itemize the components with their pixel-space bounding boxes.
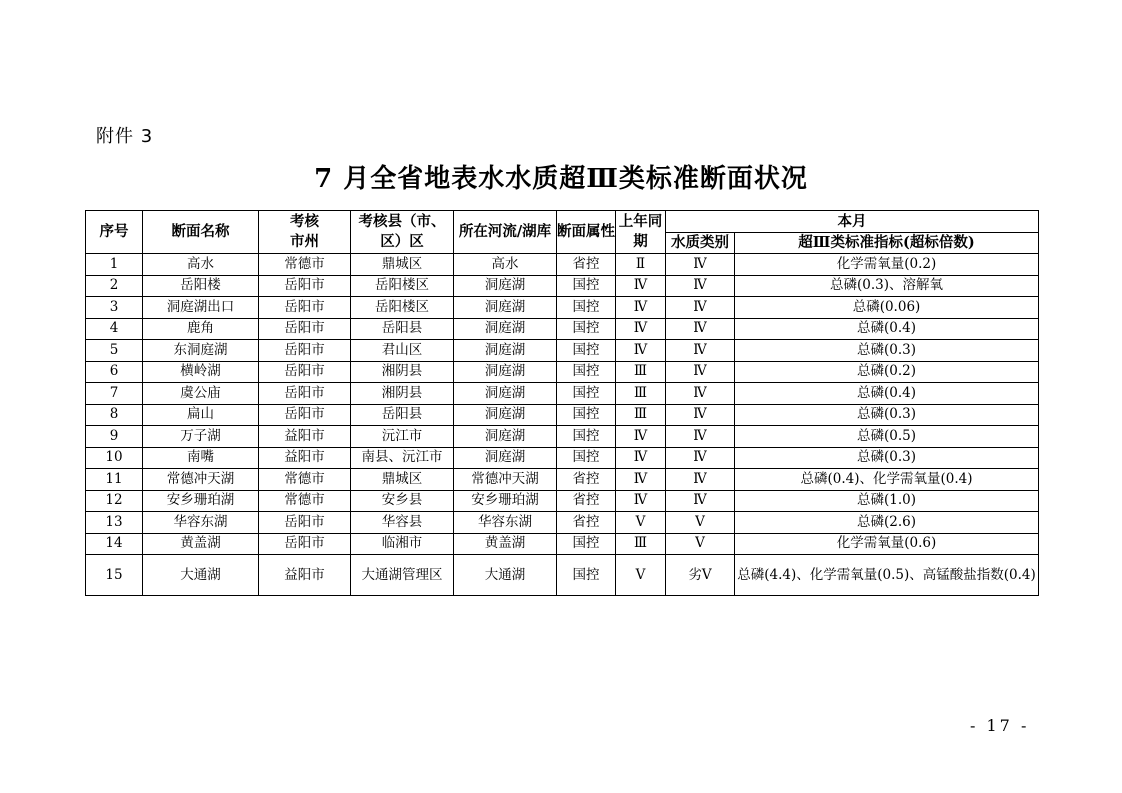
cell-city: 益阳市 <box>259 447 351 469</box>
cell-last-year: Ⅴ <box>616 512 666 534</box>
table-row <box>86 555 1039 596</box>
cell-last-year: Ⅲ <box>616 383 666 405</box>
cell-county: 华容县 <box>351 512 454 534</box>
header-attribute: 断面属性 <box>557 211 616 254</box>
cell-county: 鼎城区 <box>351 469 454 491</box>
cell-river: 常德冲天湖 <box>454 469 557 491</box>
cell-last-year: Ⅳ <box>616 340 666 362</box>
cell-river: 黄盖湖 <box>454 533 557 555</box>
cell-attribute: 国控 <box>557 383 616 405</box>
cell-water-class: 劣Ⅴ <box>666 555 735 596</box>
cell-city: 常德市 <box>259 469 351 491</box>
cell-exceed-indicator: 总磷(0.2) <box>735 361 1039 383</box>
cell-city: 岳阳市 <box>259 340 351 362</box>
header-exceed-indicator: 超Ⅲ类标准指标(超标倍数) <box>735 233 1039 254</box>
cell-water-class: Ⅳ <box>666 318 735 340</box>
cell-county: 南县、沅江市 <box>351 447 454 469</box>
cell-exceed-indicator: 总磷(0.3) <box>735 447 1039 469</box>
cell-last-year: Ⅳ <box>616 297 666 319</box>
table-row <box>86 297 1039 319</box>
cell-last-year: Ⅴ <box>616 555 666 596</box>
cell-section-name: 黄盖湖 <box>143 533 259 555</box>
cell-exceed-indicator: 总磷(4.4)、化学需氧量(0.5)、高锰酸盐指数(0.4) <box>735 555 1039 596</box>
cell-county: 君山区 <box>351 340 454 362</box>
cell-last-year: Ⅳ <box>616 469 666 491</box>
cell-county: 岳阳县 <box>351 318 454 340</box>
header-seq: 序号 <box>86 211 143 254</box>
cell-section-name: 岳阳楼 <box>143 275 259 297</box>
cell-section-name: 大通湖 <box>143 555 259 596</box>
table-row <box>86 469 1039 491</box>
cell-section-name: 万子湖 <box>143 426 259 448</box>
cell-section-name: 华容东湖 <box>143 512 259 534</box>
cell-last-year: Ⅱ <box>616 254 666 276</box>
cell-exceed-indicator: 总磷(0.3) <box>735 404 1039 426</box>
table-row <box>86 447 1039 469</box>
cell-exceed-indicator: 总磷(0.4) <box>735 383 1039 405</box>
table-row <box>86 512 1039 534</box>
cell-seq: 10 <box>86 447 143 469</box>
cell-exceed-indicator: 总磷(0.5) <box>735 426 1039 448</box>
header-section-name: 断面名称 <box>143 211 259 254</box>
cell-river: 安乡珊珀湖 <box>454 490 557 512</box>
cell-attribute: 省控 <box>557 512 616 534</box>
cell-section-name: 东洞庭湖 <box>143 340 259 362</box>
cell-river: 洞庭湖 <box>454 404 557 426</box>
cell-city: 岳阳市 <box>259 533 351 555</box>
cell-section-name: 虞公庙 <box>143 383 259 405</box>
water-quality-table <box>85 210 1039 596</box>
cell-river: 洞庭湖 <box>454 340 557 362</box>
cell-river: 洞庭湖 <box>454 275 557 297</box>
cell-exceed-indicator: 总磷(0.06) <box>735 297 1039 319</box>
header-this-month: 本月 <box>666 211 1039 233</box>
cell-water-class: Ⅳ <box>666 469 735 491</box>
cell-seq: 9 <box>86 426 143 448</box>
cell-county: 湘阴县 <box>351 383 454 405</box>
cell-attribute: 国控 <box>557 361 616 383</box>
table-row <box>86 275 1039 297</box>
page-number: - 17 - <box>970 716 1030 735</box>
cell-water-class: Ⅴ <box>666 533 735 555</box>
cell-county: 大通湖管理区 <box>351 555 454 596</box>
cell-river: 洞庭湖 <box>454 361 557 383</box>
cell-last-year: Ⅳ <box>616 447 666 469</box>
cell-last-year: Ⅳ <box>616 318 666 340</box>
cell-river: 洞庭湖 <box>454 383 557 405</box>
cell-section-name: 横岭湖 <box>143 361 259 383</box>
cell-river: 洞庭湖 <box>454 297 557 319</box>
cell-attribute: 国控 <box>557 555 616 596</box>
cell-last-year: Ⅲ <box>616 361 666 383</box>
cell-last-year: Ⅳ <box>616 490 666 512</box>
cell-section-name: 安乡珊珀湖 <box>143 490 259 512</box>
cell-attribute: 国控 <box>557 447 616 469</box>
table-row <box>86 254 1039 276</box>
cell-river: 华容东湖 <box>454 512 557 534</box>
cell-city: 益阳市 <box>259 555 351 596</box>
cell-last-year: Ⅳ <box>616 426 666 448</box>
cell-seq: 15 <box>86 555 143 596</box>
cell-exceed-indicator: 总磷(0.4)、化学需氧量(0.4) <box>735 469 1039 491</box>
cell-city: 常德市 <box>259 254 351 276</box>
header-assess-city: 考核 市州 <box>259 211 351 254</box>
cell-attribute: 国控 <box>557 275 616 297</box>
table-header-row <box>86 211 1039 233</box>
cell-county: 岳阳楼区 <box>351 275 454 297</box>
attachment-label: 附件 3 <box>96 126 154 147</box>
cell-city: 益阳市 <box>259 426 351 448</box>
cell-last-year: Ⅲ <box>616 533 666 555</box>
cell-water-class: Ⅳ <box>666 426 735 448</box>
cell-water-class: Ⅳ <box>666 254 735 276</box>
cell-attribute: 国控 <box>557 533 616 555</box>
cell-water-class: Ⅳ <box>666 404 735 426</box>
cell-attribute: 国控 <box>557 340 616 362</box>
cell-water-class: Ⅴ <box>666 512 735 534</box>
cell-city: 岳阳市 <box>259 512 351 534</box>
table-body <box>86 254 1039 596</box>
table-row <box>86 318 1039 340</box>
cell-section-name: 洞庭湖出口 <box>143 297 259 319</box>
cell-section-name: 南嘴 <box>143 447 259 469</box>
cell-seq: 5 <box>86 340 143 362</box>
cell-seq: 4 <box>86 318 143 340</box>
cell-seq: 3 <box>86 297 143 319</box>
cell-county: 安乡县 <box>351 490 454 512</box>
cell-section-name: 常德冲天湖 <box>143 469 259 491</box>
cell-city: 岳阳市 <box>259 361 351 383</box>
cell-section-name: 高水 <box>143 254 259 276</box>
cell-exceed-indicator: 总磷(1.0) <box>735 490 1039 512</box>
table-row <box>86 426 1039 448</box>
cell-city: 常德市 <box>259 490 351 512</box>
cell-seq: 6 <box>86 361 143 383</box>
table-row <box>86 533 1039 555</box>
cell-exceed-indicator: 化学需氧量(0.2) <box>735 254 1039 276</box>
cell-river: 洞庭湖 <box>454 318 557 340</box>
cell-attribute: 省控 <box>557 490 616 512</box>
cell-exceed-indicator: 总磷(2.6) <box>735 512 1039 534</box>
table-row <box>86 340 1039 362</box>
cell-water-class: Ⅳ <box>666 297 735 319</box>
cell-river: 洞庭湖 <box>454 447 557 469</box>
cell-seq: 11 <box>86 469 143 491</box>
cell-river: 洞庭湖 <box>454 426 557 448</box>
header-water-class: 水质类别 <box>666 233 735 254</box>
cell-exceed-indicator: 总磷(0.3)、溶解氧 <box>735 275 1039 297</box>
cell-seq: 14 <box>86 533 143 555</box>
cell-seq: 2 <box>86 275 143 297</box>
cell-city: 岳阳市 <box>259 383 351 405</box>
cell-seq: 12 <box>86 490 143 512</box>
cell-attribute: 省控 <box>557 254 616 276</box>
cell-county: 湘阴县 <box>351 361 454 383</box>
cell-attribute: 国控 <box>557 404 616 426</box>
cell-exceed-indicator: 化学需氧量(0.6) <box>735 533 1039 555</box>
page-title: 7 月全省地表水水质超Ⅲ类标准断面状况 <box>314 164 808 194</box>
cell-city: 岳阳市 <box>259 318 351 340</box>
cell-water-class: Ⅳ <box>666 490 735 512</box>
cell-water-class: Ⅳ <box>666 447 735 469</box>
cell-section-name: 扁山 <box>143 404 259 426</box>
cell-water-class: Ⅳ <box>666 383 735 405</box>
cell-river: 高水 <box>454 254 557 276</box>
cell-city: 岳阳市 <box>259 404 351 426</box>
cell-water-class: Ⅳ <box>666 275 735 297</box>
cell-last-year: Ⅳ <box>616 275 666 297</box>
cell-city: 岳阳市 <box>259 297 351 319</box>
cell-water-class: Ⅳ <box>666 361 735 383</box>
cell-section-name: 鹿角 <box>143 318 259 340</box>
cell-city: 岳阳市 <box>259 275 351 297</box>
header-river-lake: 所在河流/湖库 <box>454 211 557 254</box>
cell-county: 鼎城区 <box>351 254 454 276</box>
table-row <box>86 361 1039 383</box>
header-assess-county: 考核县（市、区）区 <box>351 211 454 254</box>
table-row <box>86 490 1039 512</box>
cell-county: 临湘市 <box>351 533 454 555</box>
cell-last-year: Ⅲ <box>616 404 666 426</box>
cell-seq: 13 <box>86 512 143 534</box>
cell-river: 大通湖 <box>454 555 557 596</box>
cell-water-class: Ⅳ <box>666 340 735 362</box>
cell-seq: 8 <box>86 404 143 426</box>
cell-attribute: 省控 <box>557 469 616 491</box>
cell-county: 岳阳楼区 <box>351 297 454 319</box>
cell-county: 沅江市 <box>351 426 454 448</box>
table-row <box>86 404 1039 426</box>
cell-county: 岳阳县 <box>351 404 454 426</box>
cell-exceed-indicator: 总磷(0.4) <box>735 318 1039 340</box>
cell-exceed-indicator: 总磷(0.3) <box>735 340 1039 362</box>
cell-attribute: 国控 <box>557 318 616 340</box>
cell-attribute: 国控 <box>557 426 616 448</box>
table-row <box>86 383 1039 405</box>
header-last-year: 上年同期 <box>616 211 666 254</box>
cell-attribute: 国控 <box>557 297 616 319</box>
cell-seq: 1 <box>86 254 143 276</box>
cell-seq: 7 <box>86 383 143 405</box>
